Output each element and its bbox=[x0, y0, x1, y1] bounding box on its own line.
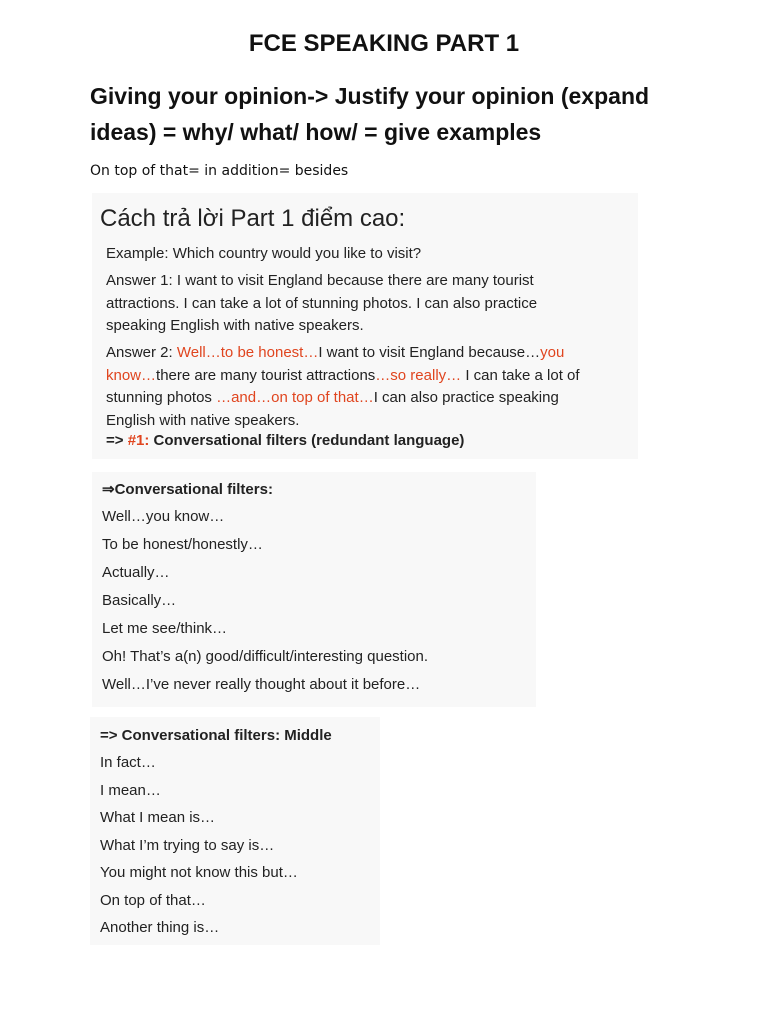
conclusion-line bbox=[106, 430, 464, 453]
list-item: In fact… bbox=[100, 754, 156, 771]
list-item: I mean… bbox=[100, 781, 161, 799]
answer1-line: Answer 1: I want to visit England because there are many tourist bbox=[106, 272, 534, 289]
answer2-line bbox=[106, 342, 580, 365]
list-item: What I mean is… bbox=[100, 809, 216, 826]
subtitle bbox=[90, 78, 750, 150]
subtitle-line: ideas) = why/ what/ how/ = give examples bbox=[90, 119, 542, 145]
subtitle-line: Giving your opinion-> Justify your opinion (expand bbox=[90, 83, 650, 109]
conclusion-prefix: => bbox=[106, 432, 128, 449]
answer2-line bbox=[106, 365, 580, 388]
example-question bbox=[106, 243, 421, 266]
answer2-line bbox=[106, 387, 580, 410]
filter-phrase: …and…on top of that… bbox=[216, 389, 374, 406]
answer1-line: speaking English with native speakers. bbox=[106, 317, 364, 334]
answer2-line bbox=[106, 410, 580, 433]
list-item: To be honest/honestly… bbox=[102, 536, 263, 553]
filters-image bbox=[92, 472, 536, 707]
filters-heading: ⇒Conversational filters: bbox=[102, 481, 273, 498]
part1-heading: Cách trả lời Part 1 điểm cao: bbox=[100, 205, 406, 232]
list-item: Another thing is… bbox=[100, 919, 220, 936]
middle-filters-list bbox=[100, 749, 298, 942]
conclusion-label: Conversational filters (redundant language) bbox=[149, 432, 465, 449]
list-item: On top of that… bbox=[100, 891, 206, 909]
example-text: Example: Which country would you like to visit? bbox=[106, 245, 422, 262]
synonym-note: On top of that= in addition= besides bbox=[90, 163, 349, 179]
list-item: Basically… bbox=[102, 592, 177, 609]
filter-phrase: Well…to be honest… bbox=[176, 344, 319, 361]
answer2-paragraph bbox=[106, 342, 580, 432]
answer2-text: stunning photos bbox=[106, 389, 217, 406]
list-item: Let me see/think… bbox=[102, 620, 228, 637]
list-item: Well…I’ve never really thought about it before… bbox=[102, 676, 421, 693]
answer2-text: I want to visit England because… bbox=[318, 344, 541, 361]
filters-list bbox=[102, 503, 428, 699]
list-item: Oh! That’s a(n) good/difficult/interesting question. bbox=[102, 648, 429, 665]
answer2-text: I can take a lot of bbox=[461, 366, 580, 384]
answer2-text: there are many tourist attractions bbox=[156, 366, 376, 384]
answer2-text: English with native speakers. bbox=[106, 411, 300, 429]
filter-phrase: you bbox=[540, 344, 565, 361]
middle-filters-heading: => Conversational filters: Middle bbox=[100, 727, 332, 744]
list-item: You might not know this but… bbox=[100, 864, 298, 881]
conclusion-number: #1: bbox=[127, 432, 150, 449]
list-item: Actually… bbox=[102, 564, 170, 581]
answer1-paragraph bbox=[106, 270, 537, 338]
answer1-line: attractions. I can take a lot of stunning photos. I can also practice bbox=[106, 294, 538, 312]
part1-answer-image bbox=[92, 193, 638, 459]
conclusion-text bbox=[106, 430, 464, 453]
list-item: What I’m trying to say is… bbox=[100, 836, 275, 854]
middle-filters-image bbox=[90, 717, 380, 945]
answer2-label: Answer 2: bbox=[106, 344, 177, 361]
filter-phrase: …so really… bbox=[375, 366, 462, 384]
filter-phrase: know… bbox=[106, 366, 157, 384]
list-item: Well…you know… bbox=[102, 508, 225, 525]
page-title: FCE SPEAKING PART 1 bbox=[248, 30, 520, 57]
answer2-text: I can also practice speaking bbox=[373, 389, 559, 406]
